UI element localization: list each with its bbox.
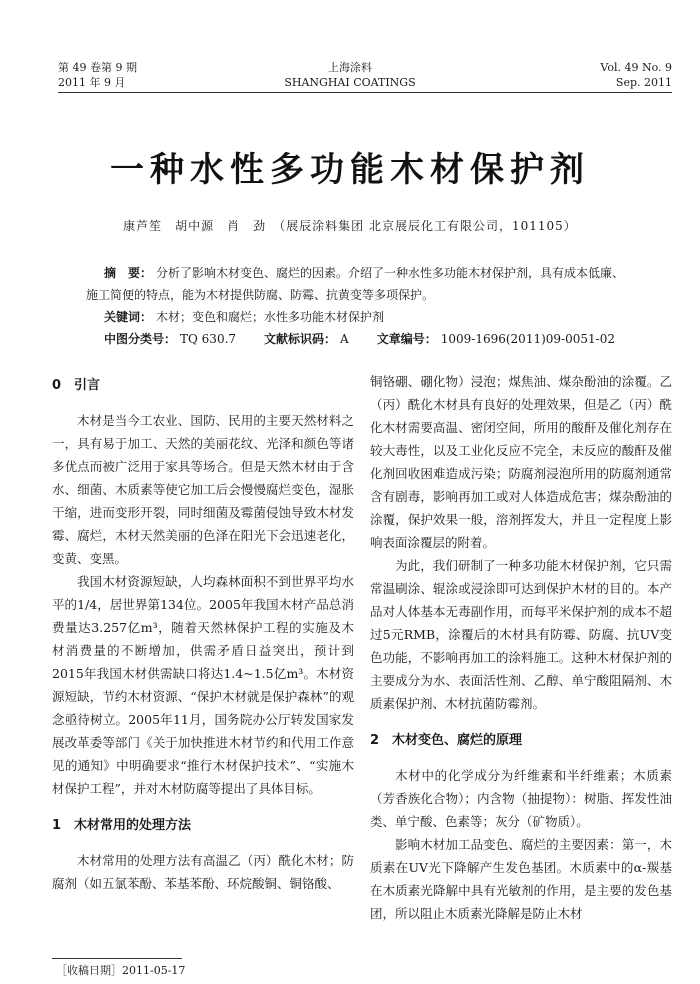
date-en: Sep. 2011: [615, 76, 672, 89]
paragraph: 木材中的化学成分为纤维素和半纤维素；木质素（芳香族化合物）；内含物（抽提物）：树脂、挥发性油类、单宁酸、色素等；灰分（矿物质）。: [370, 768, 672, 829]
paragraph: 木材常用的处理方法有高温乙（丙）酰化木材；防腐剂（如五氯苯酚、苯基苯酚、环烷酸铜、铜铬酸、: [52, 853, 354, 891]
article-title: 一种水性多功能木材保护剂: [110, 150, 590, 190]
abstract-text: 分析了影响木材变色、腐烂的因素。介绍了一种水性多功能木材保护剂，具有成本低廉、: [156, 266, 625, 280]
article-number-value: 1009-1696(2011)09-0051-02: [440, 332, 615, 346]
abstract-label: 摘 要：: [104, 266, 153, 280]
doc-code-label: 文献标识码：: [264, 332, 337, 346]
article-number-item: [377, 328, 615, 350]
paragraph: 我国木材资源短缺，人均森林面积不到世界平均水平的1/4，居世界第134位。2005年我国木材产品总消费量达3.257亿m³，随着天然林保护工程的实施及木材消费量的不断增加，供需矛盾日益突出，预计到2015年我国木材供需缺口将达1.4~1.5亿m³。木材资源短缺，节约木材资源、“保护木材就是保护森林”的观念亟待树立。2005年11月，国务院办公厅转发国家发展改革委等部门《关于加快推进木材节约和代用工作意见的通知》中明确要求“推行木材保护技术”、“实施木材保护工程”，并对木材防腐等提出了具体目标。: [52, 574, 354, 796]
section-heading-principle: 2 木材变色、腐烂的原理: [370, 733, 523, 748]
abstract-line-1: [86, 262, 658, 284]
right-column: [370, 370, 672, 925]
clc-value: TQ 630.7: [180, 332, 237, 346]
paragraph: 铜铬硼、硼化物）浸泡；煤焦油、煤杂酚油的涂覆。乙（丙）酰化木材具有良好的处理效果，但是乙（丙）酰化木材需要高温、密闭空间，所用的酸酐及催化剂存在较大毒性，以及工业化反应不完全，未反应的酸酐及催化剂回收困难造成污染；防腐剂浸泡所用的防腐剂通常含有剧毒，影响再加工或对人体造成危害；煤杂酚油的涂覆，保护效果一般，溶剂挥发大，并且一定程度上影响表面涂覆层的附着。: [370, 374, 672, 550]
clc-item: [104, 328, 236, 350]
paragraph: 为此，我们研制了一种多功能木材保护剂，它只需常温刷涂、辊涂或浸涂即可达到保护木材的目的。本产品对人体基本无毒副作用，而每平米保护剂的成本不超过5元RMB，涂覆后的木材具有防霉、防腐、抗UV变色功能，不影响再加工的涂料施工。这种木材保护剂的主要成分为水、表面活性剂、乙醇、单宁酸阻隔剂、木质素保护剂、木材抗菌防霉剂。: [370, 558, 672, 711]
authors: 康芦笙 胡中源 肖 劲 （展辰涂料集团 北京展辰化工有限公司，101105）: [123, 219, 577, 233]
header-right: [600, 60, 672, 90]
abstract-block: [86, 262, 658, 350]
doc-code-item: [264, 328, 349, 350]
footnote-divider: [52, 958, 182, 959]
abstract-line-2: 施工简便的特点，能为木材提供防腐、防霉、抗黄变等多项保护。: [86, 288, 435, 302]
keywords-label: 关键词：: [104, 310, 153, 324]
keywords: 木材；变色和腐烂；水性多功能木材保护剂: [156, 310, 385, 324]
clc-label: 中图分类号：: [104, 332, 177, 346]
section-heading-intro: 0 引言: [52, 378, 101, 393]
article-number-label: 文章编号：: [376, 332, 437, 346]
keywords-line: [86, 306, 658, 328]
volume-en: Vol. 49 No. 9: [600, 61, 672, 74]
paragraph: 影响木材加工品变色、腐烂的主要因素：第一，木质素在UV光下降解产生发色基团。木质素中的α-羰基在木质素光降解中具有光敏剂的作用，是主要的发色基团，所以阻止木质素光降解是防止木材: [370, 837, 672, 921]
doc-code-value: A: [340, 332, 349, 346]
header-center: [0, 60, 700, 90]
journal-cn: 上海涂料: [328, 61, 372, 74]
paragraph: 木材是当今工农业、国防、民用的主要天然材料之一，具有易于加工、天然的美丽花纹、光泽和颜色等诸多优点而被广泛用于家具等场合。但是天然木材由于含水、细菌、木质素等使它加工后会慢慢腐烂变色，湿胀干缩，进而变形开裂，同时细菌及霉菌侵蚀导致木材发霉、腐烂，木材天然美丽的色泽在阳光下会迅速老化，变黄、变黑。: [52, 413, 354, 566]
received-date-footnote: ［收稿日期］2011-05-17: [56, 964, 186, 977]
volume-cn: 第 49 卷第 9 期: [58, 61, 137, 74]
left-column: [52, 370, 354, 895]
header-divider: [58, 92, 672, 93]
date-cn: 2011 年 9 月: [58, 76, 126, 89]
journal-en: SHANGHAI COATINGS: [284, 76, 416, 89]
classification-line: [86, 328, 658, 350]
section-heading-methods: 1 木材常用的处理方法: [52, 818, 192, 833]
